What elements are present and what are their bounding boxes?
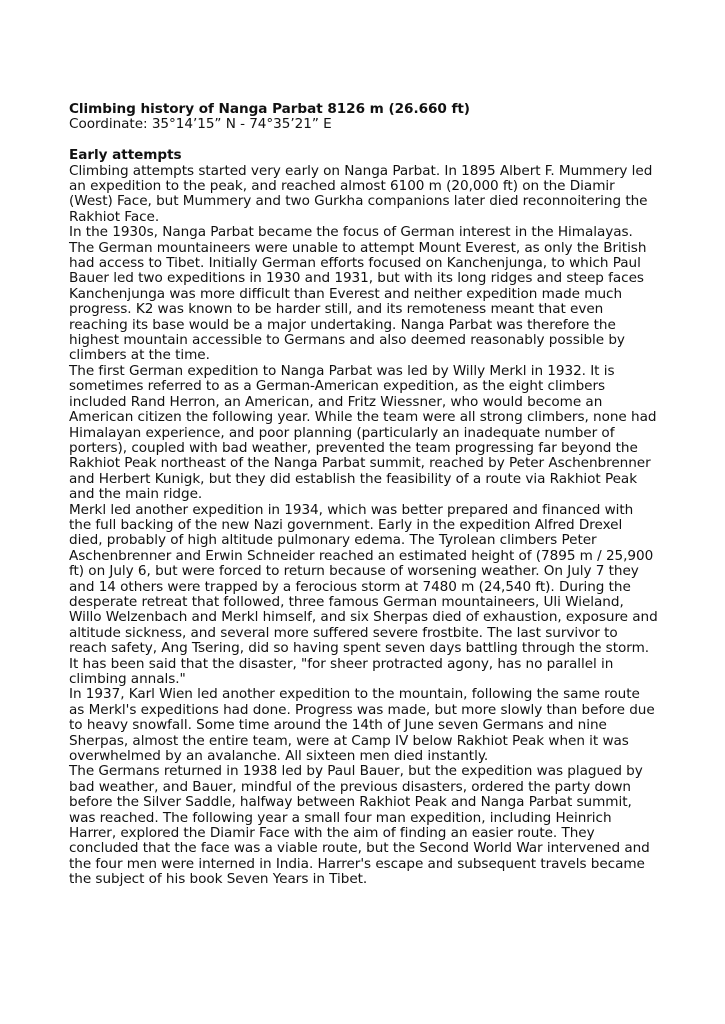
document-title: Climbing history of Nanga Parbat 8126 m (26.660 ft) <box>69 101 470 117</box>
paragraph-1932-expedition: The first German expedition to Nanga Parbat was led by Willy Merkl in 1932. It is sometimes referred to as a German-American expedition, as the eight climbers included Rand Herron, an American, and Fritz Wiessner, who would become an American citizen the following year. While the team were all strong climbers, none had Himalayan experience, and poor planning (particularly an inadequate number of porters), coupled with bad weather, prevented the team progressing far beyond the Rakhiot Peak northeast of the Nanga Parbat summit, reached by Peter Aschenbrenner and Herbert Kunigk, but they did establish the feasibility of a route via Rakhiot Peak and the main ridge. <box>69 362 657 503</box>
document-page <box>69 102 659 888</box>
section-heading: Early attempts <box>69 147 182 164</box>
paragraph-1930s: In the 1930s, Nanga Parbat became the focus of German interest in the Himalayas. The German mountaineers were unable to attempt Mount Everest, as only the British had access to Tibet. Initially German efforts focused on Kanchenjunga, to which Paul Bauer led two expeditions in 1930 and 1931, but with its long ridges and steep faces Kanchenjunga was more difficult than Everest and neither expedition made much progress. K2 was known to be harder still, and its remoteness meant that even reaching its base would be a major undertaking. Nanga Parbat was therefore the highest mountain accessible to Germans and also deemed reasonably possible by climbers at the time. <box>69 224 647 364</box>
paragraph-1934-expedition: Merkl led another expedition in 1934, which was better prepared and financed with the full backing of the new Nazi government. Early in the expedition Alfred Drexel died, probably of high altitude pulmonary edema. The Tyrolean climbers Peter Aschenbrenner and Erwin Schneider reached an estimated height of (7895 m / 25,900 ft) on July 6, but were forced to return because of worsening weather. On July 7 they and 14 others were trapped by a ferocious storm at 7480 m (24,540 ft). During the desperate retreat that followed, three famous German mountaineers, Uli Wieland, Willo Welzenbach and Merkl himself, and six Sherpas died of exhaustion, exposure and altitude sickness, and several more suffered severe frostbite. The last survivor to reach safety, Ang Tsering, did so having spent seven days battling through the storm. It has been said that the disaster, "for sheer protracted agony, has no parallel in climbing annals." <box>69 501 658 688</box>
paragraph-1937-expedition: In 1937, Karl Wien led another expedition to the mountain, following the same route as Merkl's expeditions had done. Progress was made, but more slowly than before due to heavy snowfall. Some time around the 14th of June seven Germans and nine Sherpas, almost the entire team, were at Camp IV below Rakhiot Peak when it was overwhelmed by an avalanche. All sixteen men died instantly. <box>69 686 655 765</box>
coordinate-line: Coordinate: 35°14’15” N - 74°35’21” E <box>69 116 332 133</box>
paragraph-1938-expedition: The Germans returned in 1938 led by Paul Bauer, but the expedition was plagued by bad weather, and Bauer, mindful of the previous disasters, ordered the party down before the Silver Saddle, halfway between Rakhiot Peak and Nanga Parbat summit, was reached. The following year a small four man expedition, including Heinrich Harrer, explored the Diamir Face with the aim of finding an easier route. They concluded that the face was a viable route, but the Second World War intervened and the four men were interned in India. Harrer's escape and subsequent travels became the subject of his book Seven Years in Tibet. <box>69 763 650 888</box>
blank-line <box>69 133 659 148</box>
paragraph-mummery: Climbing attempts started very early on Nanga Parbat. In 1895 Albert F. Mummery led an expedition to the peak, and reached almost 6100 m (20,000 ft) on the Diamir (West) Face, but Mummery and two Gurkha companions later died reconnoitering the Rakhiot Face. <box>69 162 653 225</box>
